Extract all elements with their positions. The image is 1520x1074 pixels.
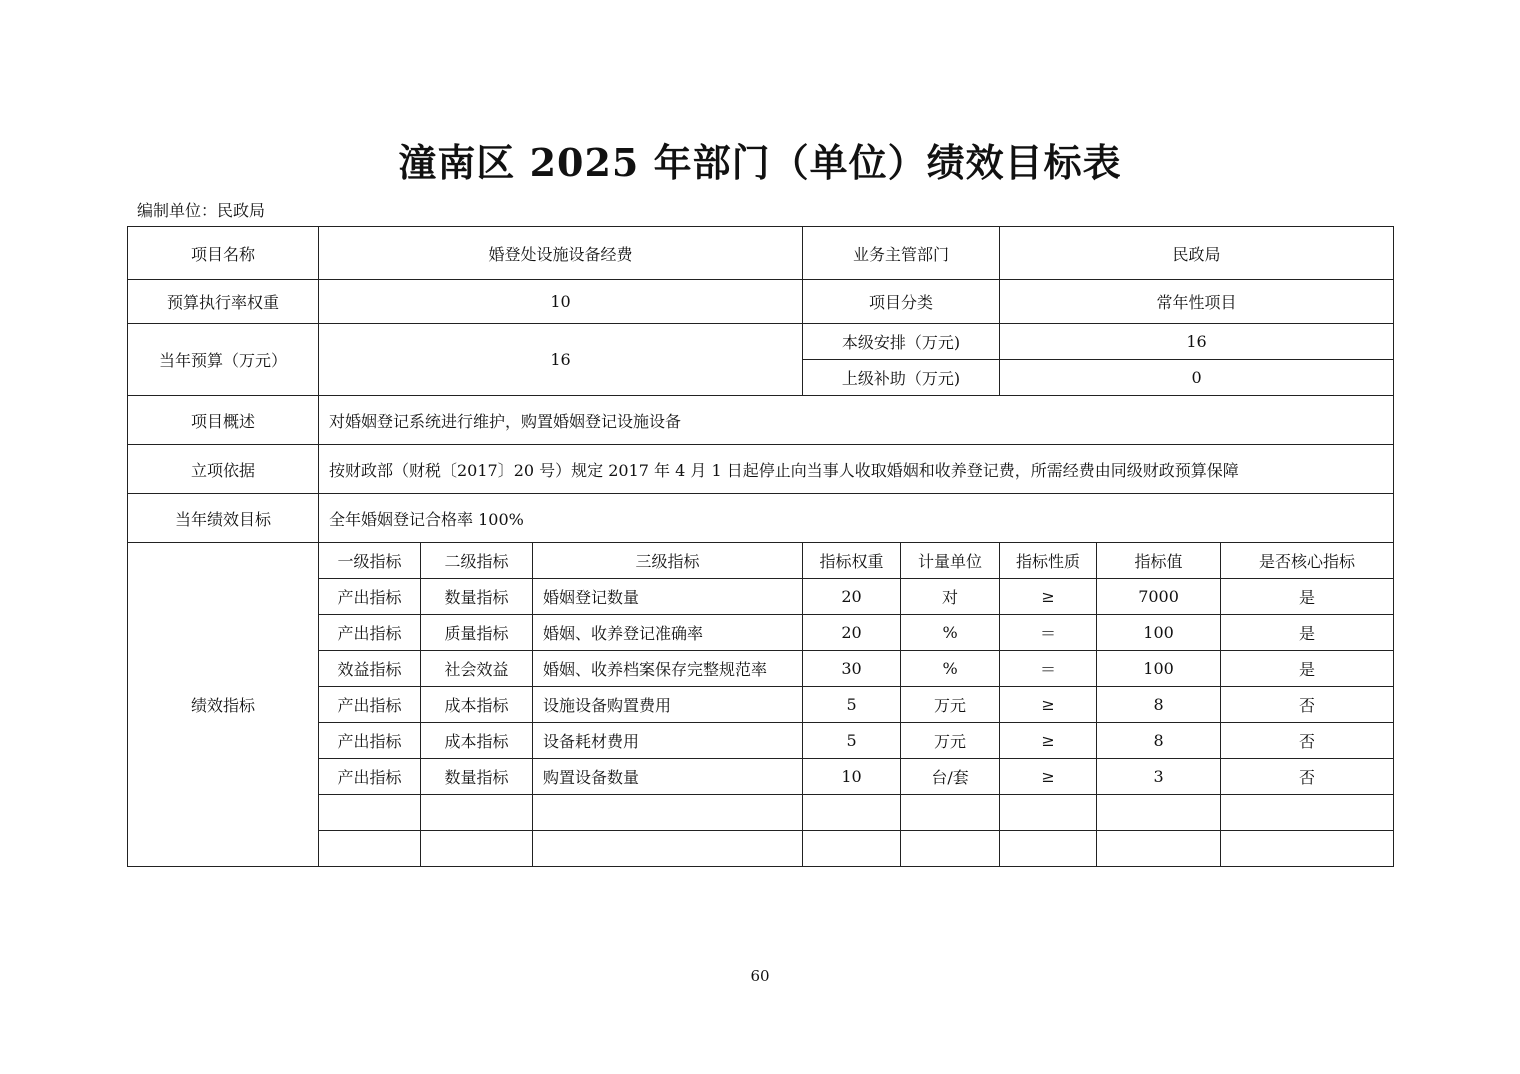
- unit-cell: %: [901, 651, 1000, 687]
- unit-cell: 万元: [901, 687, 1000, 723]
- page-title: 潼南区 2025 年部门（单位）绩效目标表: [398, 140, 1122, 185]
- level1-cell: 产出指标: [319, 615, 421, 651]
- value-cell: 100: [1097, 651, 1221, 687]
- upper-subsidy-value: 0: [1000, 360, 1394, 396]
- level3-cell: 购置设备数量: [533, 759, 803, 795]
- header-cell: 二级指标: [421, 543, 533, 579]
- nature-cell: ≥: [1000, 687, 1097, 723]
- empty-cell: [319, 831, 421, 867]
- category-value: 常年性项目: [1000, 280, 1394, 324]
- empty-cell: [1097, 795, 1221, 831]
- overview-value: 对婚姻登记系统进行维护，购置婚姻登记设施设备: [319, 396, 1394, 445]
- page-number: 60: [750, 967, 770, 985]
- empty-cell: [1221, 795, 1394, 831]
- level2-cell: 成本指标: [421, 723, 533, 759]
- performance-target-table: [127, 226, 1394, 867]
- empty-cell: [319, 795, 421, 831]
- nature-cell: ≥: [1000, 579, 1097, 615]
- header-cell: 指标值: [1097, 543, 1221, 579]
- project-name-label: 项目名称: [128, 227, 319, 280]
- empty-cell: [1000, 831, 1097, 867]
- empty-cell: [533, 831, 803, 867]
- level3-cell: 婚姻、收养档案保存完整规范率: [533, 651, 803, 687]
- level3-cell: 婚姻登记数量: [533, 579, 803, 615]
- level1-cell: 产出指标: [319, 723, 421, 759]
- empty-cell: [533, 795, 803, 831]
- header-cell: 指标权重: [803, 543, 901, 579]
- level1-cell: 产出指标: [319, 579, 421, 615]
- level2-cell: 成本指标: [421, 687, 533, 723]
- goal-label: 当年绩效目标: [128, 494, 319, 543]
- table-row: [128, 494, 1394, 543]
- weight-label: 预算执行率权重: [128, 280, 319, 324]
- empty-cell: [803, 795, 901, 831]
- table-row: [128, 324, 1394, 360]
- level2-cell: 数量指标: [421, 579, 533, 615]
- empty-cell: [901, 831, 1000, 867]
- level3-cell: 婚姻、收养登记准确率: [533, 615, 803, 651]
- level3-cell: 设备耗材费用: [533, 723, 803, 759]
- empty-cell: [1097, 831, 1221, 867]
- goal-value: 全年婚姻登记合格率 100%: [319, 494, 1394, 543]
- header-cell: 指标性质: [1000, 543, 1097, 579]
- unit-cell: 对: [901, 579, 1000, 615]
- basis-value: 按财政部（财税〔2017〕20 号）规定 2017 年 4 月 1 日起停止向当事人收取婚姻和收养登记费，所需经费由同级财政预算保障: [319, 445, 1394, 494]
- empty-cell: [803, 831, 901, 867]
- empty-cell: [1000, 795, 1097, 831]
- core-cell: 否: [1221, 723, 1394, 759]
- weight-cell: 10: [803, 759, 901, 795]
- level1-cell: 产出指标: [319, 687, 421, 723]
- header-cell: 是否核心指标: [1221, 543, 1394, 579]
- budget-label: 当年预算（万元）: [128, 324, 319, 396]
- table-row: [128, 280, 1394, 324]
- project-name-value: 婚登处设施设备经费: [319, 227, 803, 280]
- level2-cell: 数量指标: [421, 759, 533, 795]
- level1-cell: 产出指标: [319, 759, 421, 795]
- empty-cell: [421, 795, 533, 831]
- table-row: [128, 445, 1394, 494]
- weight-cell: 20: [803, 615, 901, 651]
- compiling-unit: 编制单位：民政局: [137, 201, 266, 220]
- core-cell: 是: [1221, 615, 1394, 651]
- table-row: [128, 227, 1394, 280]
- dept-label: 业务主管部门: [803, 227, 1000, 280]
- weight-cell: 20: [803, 579, 901, 615]
- unit-cell: %: [901, 615, 1000, 651]
- basis-label: 立项依据: [128, 445, 319, 494]
- weight-cell: 5: [803, 723, 901, 759]
- nature-cell: ≥: [1000, 759, 1097, 795]
- nature-cell: ＝: [1000, 615, 1097, 651]
- value-cell: 7000: [1097, 579, 1221, 615]
- value-cell: 100: [1097, 615, 1221, 651]
- local-budget-label: 本级安排（万元): [803, 324, 1000, 360]
- core-cell: 否: [1221, 687, 1394, 723]
- dept-value: 民政局: [1000, 227, 1394, 280]
- value-cell: 8: [1097, 687, 1221, 723]
- header-cell: 计量单位: [901, 543, 1000, 579]
- empty-cell: [901, 795, 1000, 831]
- weight-value: 10: [319, 280, 803, 324]
- local-budget-value: 16: [1000, 324, 1394, 360]
- unit-cell: 台/套: [901, 759, 1000, 795]
- weight-cell: 30: [803, 651, 901, 687]
- header-cell: 三级指标: [533, 543, 803, 579]
- nature-cell: ＝: [1000, 651, 1097, 687]
- level3-cell: 设施设备购置费用: [533, 687, 803, 723]
- category-label: 项目分类: [803, 280, 1000, 324]
- table-row: [128, 396, 1394, 445]
- indicator-header-row: [128, 543, 1394, 579]
- core-cell: 是: [1221, 579, 1394, 615]
- core-cell: 否: [1221, 759, 1394, 795]
- header-cell: 一级指标: [319, 543, 421, 579]
- empty-cell: [421, 831, 533, 867]
- upper-subsidy-label: 上级补助（万元): [803, 360, 1000, 396]
- budget-value: 16: [319, 324, 803, 396]
- nature-cell: ≥: [1000, 723, 1097, 759]
- overview-label: 项目概述: [128, 396, 319, 445]
- weight-cell: 5: [803, 687, 901, 723]
- value-cell: 8: [1097, 723, 1221, 759]
- indicators-section-label: 绩效指标: [128, 543, 319, 867]
- level1-cell: 效益指标: [319, 651, 421, 687]
- value-cell: 3: [1097, 759, 1221, 795]
- level2-cell: 质量指标: [421, 615, 533, 651]
- core-cell: 是: [1221, 651, 1394, 687]
- unit-cell: 万元: [901, 723, 1000, 759]
- empty-cell: [1221, 831, 1394, 867]
- level2-cell: 社会效益: [421, 651, 533, 687]
